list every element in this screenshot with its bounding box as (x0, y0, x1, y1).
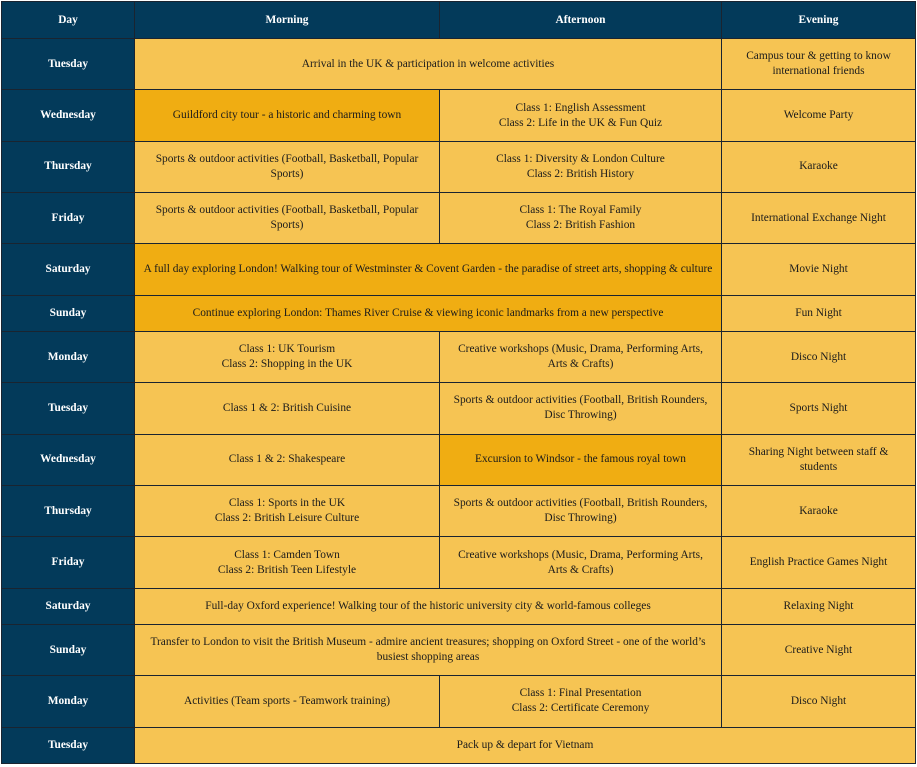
evening-cell: Karaoke (722, 486, 916, 537)
morning-cell: Class 1 & 2: British Cuisine (135, 383, 440, 434)
afternoon-cell (440, 141, 722, 192)
table-row (2, 244, 916, 295)
class-line: Class 2: British Leisure Culture (214, 512, 360, 525)
table-row (2, 90, 916, 141)
evening-cell: Fun Night (722, 295, 916, 331)
day-cell: Friday (2, 193, 135, 244)
day-cell: Friday (2, 537, 135, 588)
day-cell: Tuesday (2, 39, 135, 90)
all-day-cell: Pack up & depart for Vietnam (135, 727, 916, 763)
class-line: Class 1: Diversity & London Culture (496, 152, 665, 165)
morning-cell: Class 1 & 2: Shakespeare (135, 434, 440, 485)
morning-cell: Guildford city tour - a historic and charming town (135, 90, 440, 141)
afternoon-cell: Excursion to Windsor - the famous royal town (440, 434, 722, 485)
table-row (2, 486, 916, 537)
evening-cell: Karaoke (722, 141, 916, 192)
class-line: Class 1: The Royal Family (519, 204, 642, 217)
table-row (2, 383, 916, 434)
class-line: Class 1: Final Presentation (519, 687, 642, 700)
evening-cell: Campus tour & getting to know international friends (722, 39, 916, 90)
morning-afternoon-cell: A full day exploring London! Walking tour of Westminster & Covent Garden - the paradise of street arts, shopping & culture (135, 244, 722, 295)
afternoon-cell: Creative workshops (Music, Drama, Performing Arts, Arts & Crafts) (440, 331, 722, 382)
header-afternoon: Afternoon (440, 2, 722, 39)
evening-cell: Disco Night (722, 331, 916, 382)
class-line: Class 1: English Assessment (515, 101, 646, 114)
evening-cell: Movie Night (722, 244, 916, 295)
class-line: Class 2: Shopping in the UK (221, 358, 353, 371)
header-evening: Evening (722, 2, 916, 39)
afternoon-cell: Sports & outdoor activities (Football, British Rounders, Disc Throwing) (440, 486, 722, 537)
header-row (2, 2, 916, 39)
morning-afternoon-cell: Transfer to London to visit the British Museum - admire ancient treasures; shopping on Oxford Street - one of the world’s busiest shopping areas (135, 624, 722, 675)
day-cell: Wednesday (2, 434, 135, 485)
day-cell: Sunday (2, 295, 135, 331)
table-row (2, 537, 916, 588)
morning-afternoon-cell: Full-day Oxford experience! Walking tour of the historic university city & world-famous colleges (135, 588, 722, 624)
evening-cell: Disco Night (722, 676, 916, 727)
schedule-table (1, 1, 916, 764)
table-row (2, 295, 916, 331)
table-row (2, 676, 916, 727)
table-row (2, 331, 916, 382)
afternoon-cell (440, 193, 722, 244)
morning-cell: Sports & outdoor activities (Football, Basketball, Popular Sports) (135, 193, 440, 244)
day-cell: Thursday (2, 141, 135, 192)
table-row (2, 624, 916, 675)
afternoon-cell: Sports & outdoor activities (Football, British Rounders, Disc Throwing) (440, 383, 722, 434)
afternoon-cell (440, 90, 722, 141)
class-line: Class 1: UK Tourism (238, 343, 336, 356)
afternoon-cell: Creative workshops (Music, Drama, Performing Arts, Arts & Crafts) (440, 537, 722, 588)
morning-afternoon-cell: Arrival in the UK & participation in welcome activities (135, 39, 722, 90)
evening-cell: Creative Night (722, 624, 916, 675)
morning-cell (135, 331, 440, 382)
evening-cell: Sharing Night between staff & students (722, 434, 916, 485)
class-line: Class 2: Certificate Ceremony (511, 702, 650, 715)
class-line: Class 2: British Teen Lifestyle (217, 563, 357, 576)
evening-cell: Welcome Party (722, 90, 916, 141)
day-cell: Monday (2, 331, 135, 382)
morning-cell: Sports & outdoor activities (Football, Basketball, Popular Sports) (135, 141, 440, 192)
table-row (2, 141, 916, 192)
class-line: Class 1: Camden Town (234, 548, 340, 561)
table-row (2, 39, 916, 90)
evening-cell: International Exchange Night (722, 193, 916, 244)
morning-cell: Activities (Team sports - Teamwork training) (135, 676, 440, 727)
day-cell: Wednesday (2, 90, 135, 141)
evening-cell: Relaxing Night (722, 588, 916, 624)
day-cell: Tuesday (2, 727, 135, 763)
table-row (2, 727, 916, 763)
table-row (2, 434, 916, 485)
class-line: Class 2: British Fashion (525, 219, 636, 232)
morning-cell (135, 486, 440, 537)
morning-cell (135, 537, 440, 588)
day-cell: Saturday (2, 244, 135, 295)
header-morning: Morning (135, 2, 440, 39)
class-line: Class 2: British History (526, 167, 635, 180)
evening-cell: English Practice Games Night (722, 537, 916, 588)
day-cell: Saturday (2, 588, 135, 624)
afternoon-cell (440, 676, 722, 727)
day-cell: Sunday (2, 624, 135, 675)
class-line: Class 2: Life in the UK & Fun Quiz (498, 116, 663, 129)
morning-afternoon-cell: Continue exploring London: Thames River Cruise & viewing iconic landmarks from a new perspective (135, 295, 722, 331)
day-cell: Monday (2, 676, 135, 727)
day-cell: Tuesday (2, 383, 135, 434)
class-line: Class 1: Sports in the UK (228, 497, 346, 510)
evening-cell: Sports Night (722, 383, 916, 434)
day-cell: Thursday (2, 486, 135, 537)
header-day: Day (2, 2, 135, 39)
table-row (2, 588, 916, 624)
table-row (2, 193, 916, 244)
